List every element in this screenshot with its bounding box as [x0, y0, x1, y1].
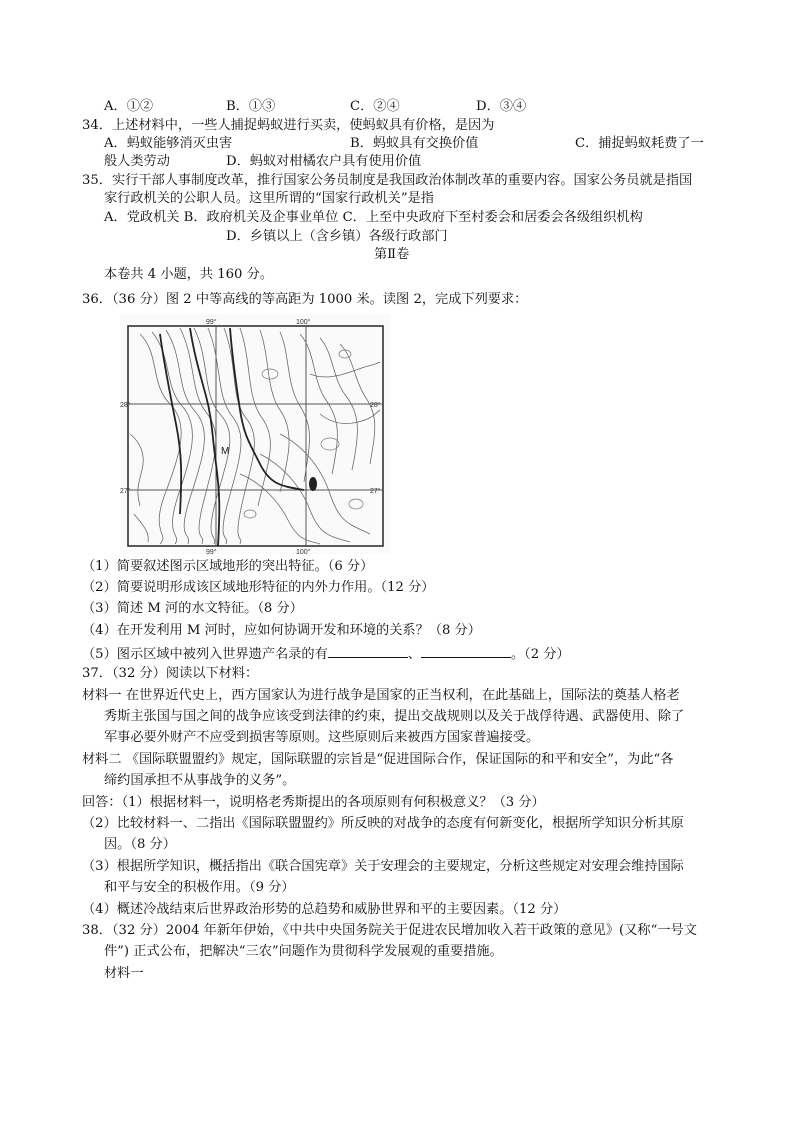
- q37-answer-4: （4）概述冷战结束后世界政治形势的总趋势和威胁世界和平的主要因素。（12 分）: [82, 902, 567, 917]
- q37-material2-line1: 材料二 《国际联盟盟约》规定，国际联盟的宗旨是“促进国际合作，保证国际的和平和安全”，为此“各: [82, 752, 674, 767]
- map-left-label-28: 28°: [120, 402, 131, 409]
- q38-stem-line2: 件”) 正式公布，把解决“三农”问题作为贯彻科学发展观的重要措施。: [104, 944, 503, 959]
- map-river-label: M: [221, 446, 230, 457]
- map-right-label-27: 27°: [370, 488, 381, 495]
- answer-blank-2[interactable]: [421, 644, 511, 658]
- q37-answer-3-line2: 和平与安全的积极作用。（9 分）: [104, 880, 295, 895]
- q37-material1-line2: 秀斯主张国与国之间的战争应该受到法律的约束，提出交战规则以及关于战俘待遇、武器使用、除了: [104, 709, 685, 724]
- q37-stem: 37．（32 分）阅读以下材料：: [82, 666, 259, 681]
- q33-option-a: A．①②: [104, 99, 154, 114]
- q36-item-2: （2）简要说明形成该区域地形特征的内外力作用。（12 分）: [82, 580, 435, 595]
- q34-option-d: D．蚂蚁对柑橘农户具有使用价值: [226, 154, 422, 169]
- q36-item-5-sep: 、: [407, 647, 421, 662]
- q37-answer-1: 回答：（1）根据材料一，说明格老秀斯提出的各项原则有何积极意义？（3 分）: [82, 795, 545, 810]
- q35-option-d: D．乡镇以上（含乡镇）各级行政部门: [226, 229, 448, 244]
- section-title: 第Ⅱ卷: [374, 247, 410, 262]
- q38-stem-line1: 38．（32 分）2004 年新年伊始，《中共中央国务院关于促进农民增加收入若干政策的意见》(又称“一号文: [82, 923, 697, 938]
- q36-item-1: （1）简要叙述图示区域地形的突出特征。（6 分）: [82, 559, 374, 574]
- q34-option-c: C．捕捉蚂蚁耗费了一: [575, 136, 704, 151]
- q34-option-c-cont: 般人类劳动: [104, 154, 170, 169]
- q36-stem: 36．（36 分）图 2 中等高线的等高距为 1000 米。读图 2，完成下列要求：: [82, 292, 528, 307]
- q37-answer-3-line1: （3）根据所学知识，概括指出《联合国宪章》关于安理会的主要规定，分析这些规定对安理会维持国际: [82, 859, 684, 874]
- q36-item-3: （3）简述 M 河的水文特征。（8 分）: [82, 601, 303, 616]
- map-bottom-label-99: 99°: [206, 549, 217, 554]
- q33-option-d: D．③④: [476, 99, 527, 114]
- q37-answer-2-line2: 因。（8 分）: [104, 837, 176, 852]
- q36-item-5: [82, 644, 570, 664]
- map-left-label-27: 27°: [120, 488, 131, 495]
- q35-stem-line1: 35．实行干部人事制度改革，推行国家公务员制度是我国政治体制改革的重要内容。国家公务员就是指国: [82, 173, 693, 188]
- q34-option-a: A．蚂蚁能够消灭虫害: [104, 136, 233, 151]
- q36-item-4: （4）在开发利用 M 河时，应如何协调开发和环境的关系？（8 分）: [82, 623, 481, 638]
- answer-blank-1[interactable]: [328, 644, 408, 658]
- q36-item-5-pre: （5）图示区域中被列入世界遗产名录的有: [82, 647, 328, 662]
- q37-material1-line3: 军事必要外财产不应受到损害等原则。这些原则后来被西方国家普遍接受。: [104, 730, 540, 745]
- section-intro: 本卷共 4 小题，共 160 分。: [104, 267, 274, 282]
- q34-stem: 34．上述材料中，一些人捕捉蚂蚁进行买卖，使蚂蚁具有价格，是因为: [82, 118, 495, 133]
- map-bottom-label-100: 100°: [296, 549, 311, 554]
- contour-map: [120, 314, 390, 554]
- q35-stem-line2: 家行政机关的公职人员。这里所谓的“国家行政机关”是指: [104, 191, 434, 206]
- q34-option-b: B．蚂蚁具有交换价值: [350, 136, 479, 151]
- q33-option-c: C．②④: [350, 99, 400, 114]
- q38-material1-label: 材料一: [104, 966, 144, 981]
- q36-item-5-post: 。（2 分）: [510, 647, 570, 662]
- q37-material1-line1: 材料一 在世界近代史上，西方国家认为进行战争是国家的正当权利，在此基础上，国际法的奠基人格老: [82, 688, 680, 703]
- map-top-label-99: 99°: [206, 319, 217, 326]
- map-top-label-100: 100°: [296, 319, 311, 326]
- q37-answer-2-line1: （2）比较材料一、二指出《国际联盟盟约》所反映的对战争的态度有何新变化，根据所学知识分析其原: [82, 816, 684, 831]
- q33-option-b: B．①③: [226, 99, 276, 114]
- q35-options-line1: A．党政机关 B．政府机关及企事业单位 C．上至中央政府下至村委会和居委会各级组织机构: [104, 210, 643, 225]
- q37-material2-line2: 缔约国承担不从事战争的义务”。: [104, 773, 296, 788]
- map-right-label-28: 28°: [370, 402, 381, 409]
